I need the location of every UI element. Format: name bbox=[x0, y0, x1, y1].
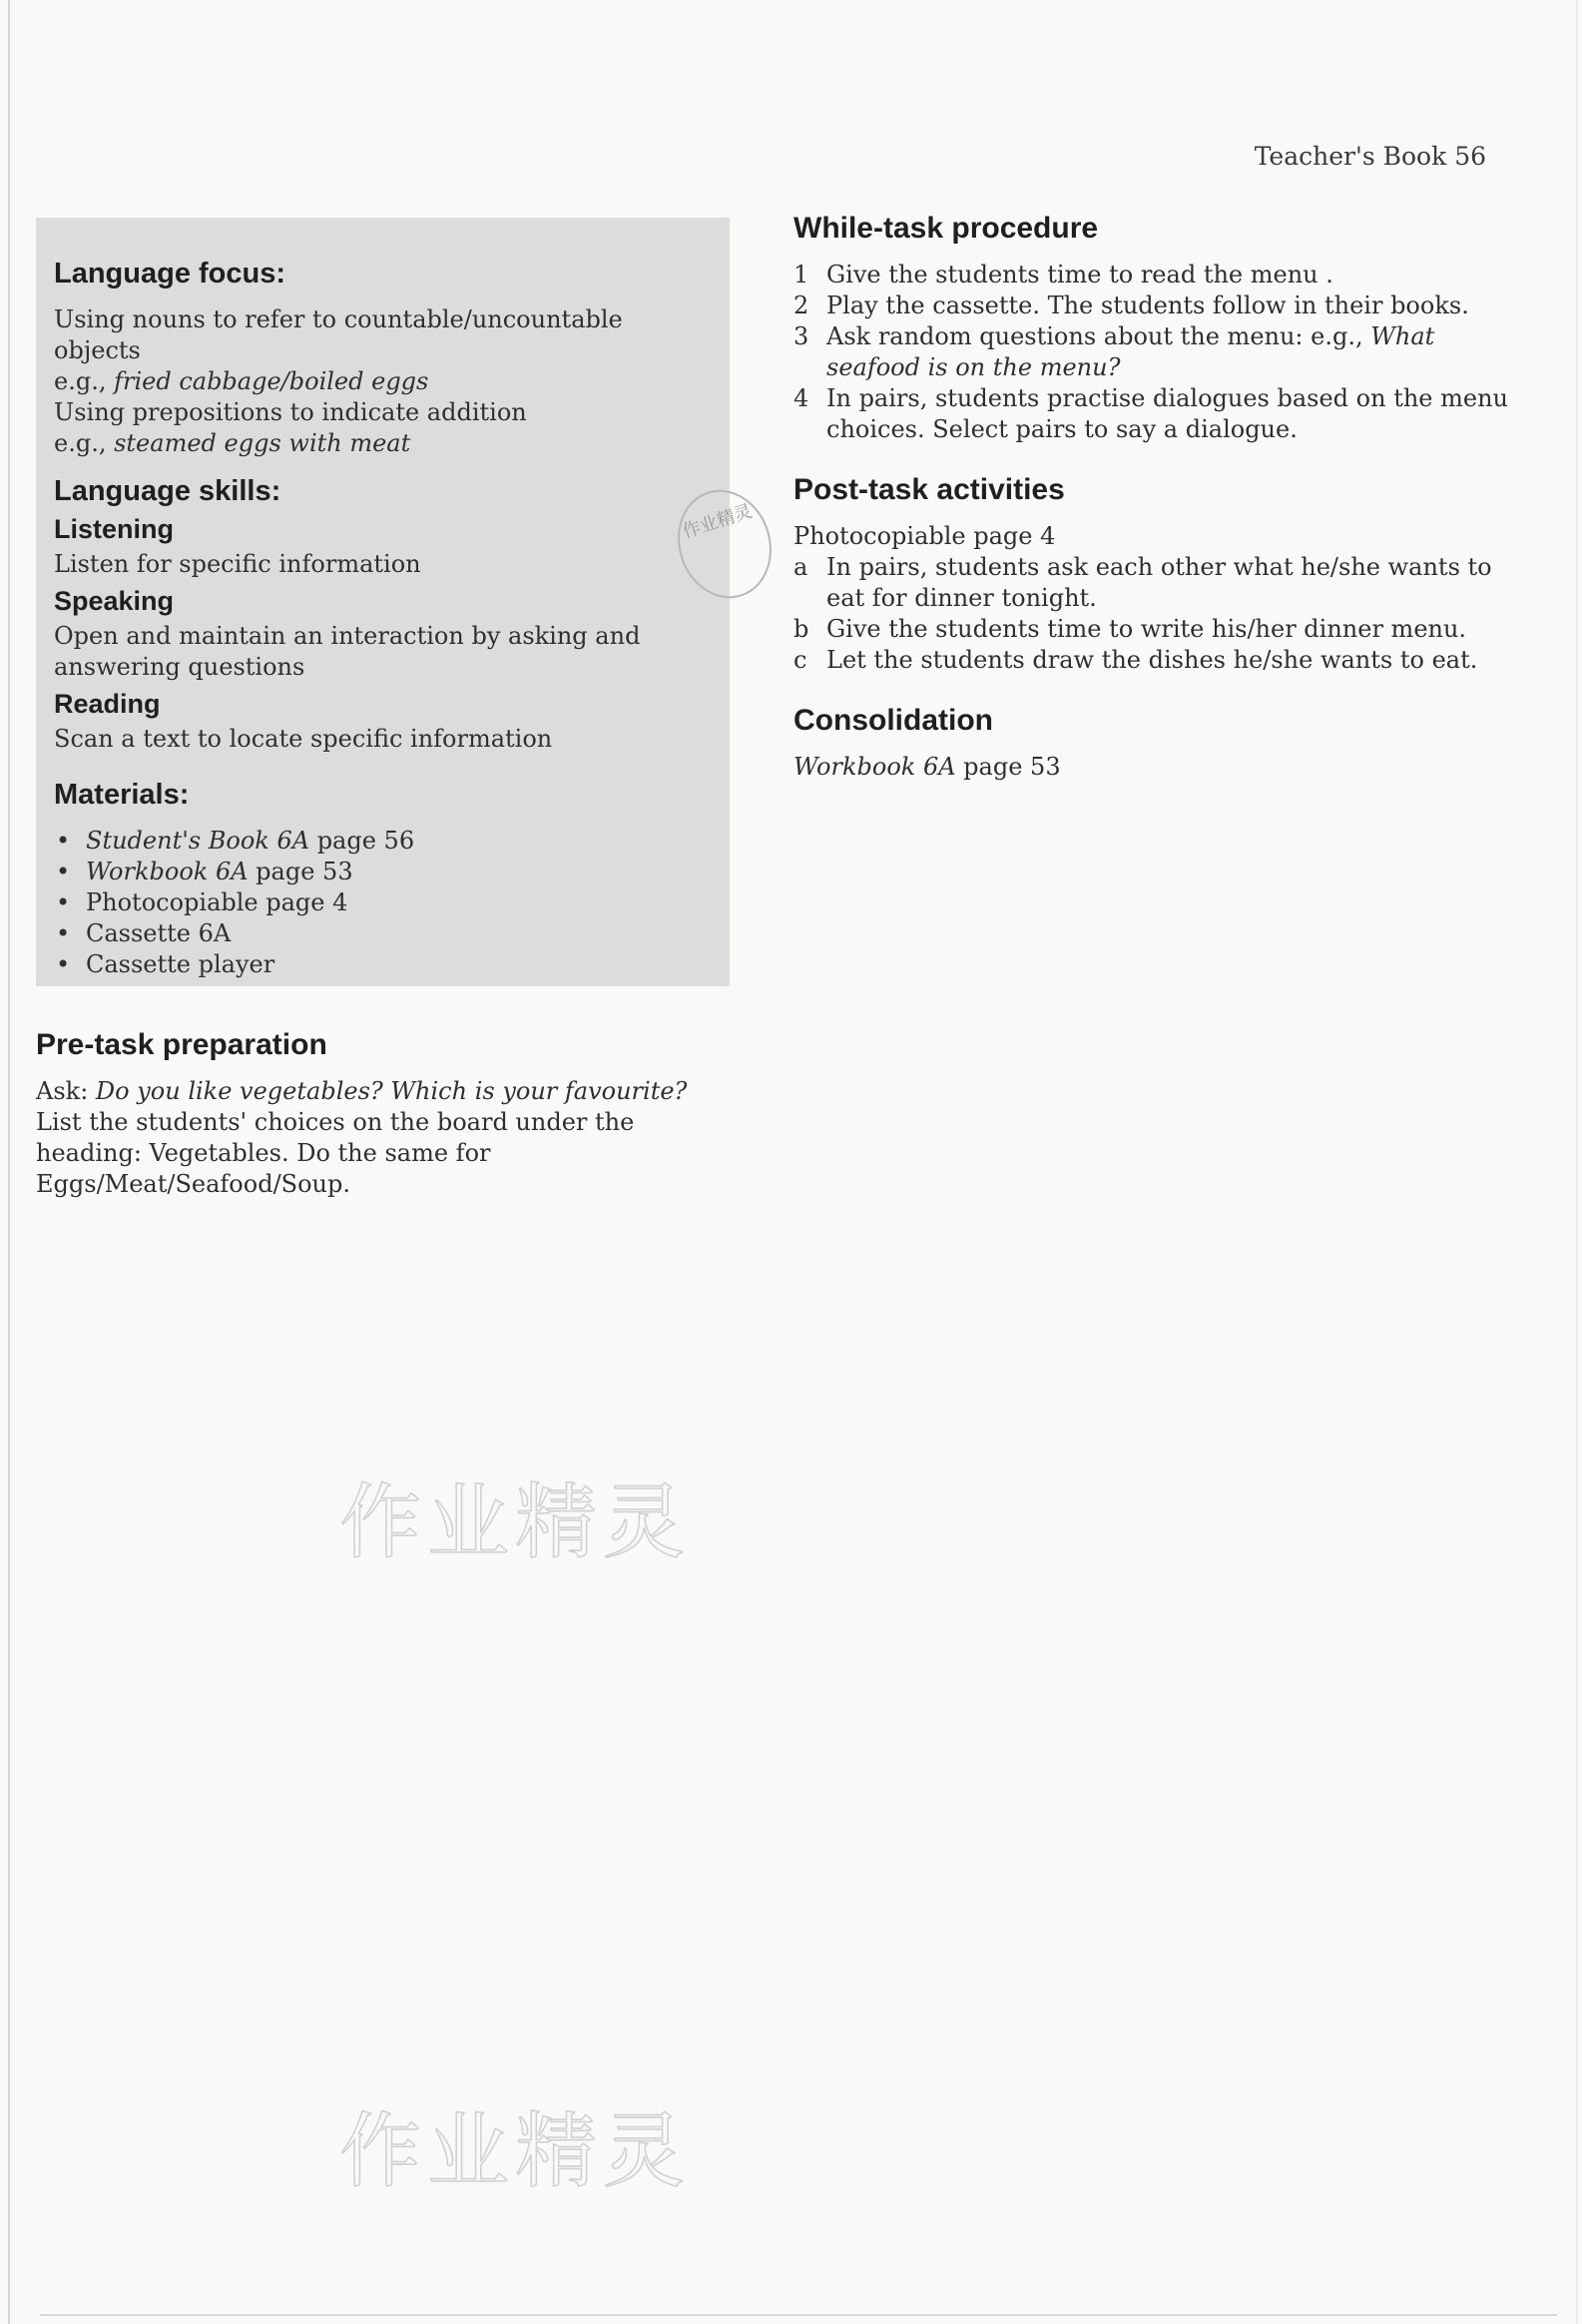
post-task-heading: Post-task activities bbox=[793, 473, 1065, 506]
item-text: Give the students time to write his/her dinner menu. bbox=[826, 615, 1467, 643]
while-task-step bbox=[793, 321, 1512, 383]
materials-item-title: Workbook 6A bbox=[86, 858, 249, 885]
listening-text: Listen for specific information bbox=[54, 550, 421, 578]
while-task-list bbox=[793, 260, 1512, 445]
running-head: Teacher's Book 56 bbox=[1254, 142, 1486, 171]
post-task-item bbox=[793, 645, 1512, 676]
consolidation-text bbox=[793, 752, 1512, 783]
item-letter: c bbox=[793, 646, 807, 674]
materials-item-text: Photocopiable page 4 bbox=[86, 888, 348, 916]
page-edge bbox=[40, 2314, 1557, 2316]
materials-list bbox=[54, 826, 712, 980]
materials-heading: Materials: bbox=[54, 779, 190, 811]
example-prefix: e.g., bbox=[54, 429, 115, 457]
language-focus-line: Using nouns to refer to countable/uncountable objects bbox=[54, 305, 623, 364]
materials-item bbox=[54, 826, 712, 857]
materials-item bbox=[54, 887, 712, 918]
pretask-questions: Do you like vegetables? Which is your favourite? bbox=[95, 1077, 688, 1105]
watermark-stamp: 作业精灵 bbox=[664, 477, 785, 610]
consolidation-page: page 53 bbox=[955, 753, 1061, 781]
step-example: What seafood is on the menu? bbox=[826, 322, 1435, 381]
item-letter: a bbox=[793, 553, 808, 581]
listening-heading: Listening bbox=[54, 514, 174, 544]
materials-item-text: page 53 bbox=[248, 858, 353, 885]
while-task-step bbox=[793, 290, 1512, 321]
materials-item-text: Cassette player bbox=[86, 950, 275, 978]
step-text: Play the cassette. The students follow in their books. bbox=[826, 291, 1469, 319]
while-task-step bbox=[793, 260, 1512, 290]
example-text: steamed eggs with meat bbox=[114, 429, 411, 457]
materials-item bbox=[54, 857, 712, 887]
step-text: In pairs, students practise dialogues based on the menu choices. Select pairs to say a dialogue. bbox=[826, 384, 1509, 443]
language-focus-example bbox=[54, 366, 712, 397]
step-number: 4 bbox=[793, 384, 809, 412]
watermark-text: 作业精灵 bbox=[339, 1475, 692, 1570]
step-text: Ask random questions about the menu: e.g., bbox=[826, 322, 1371, 350]
materials-item bbox=[54, 949, 712, 980]
item-text: In pairs, students ask each other what he/she wants to eat for dinner tonight. bbox=[826, 553, 1492, 612]
step-number: 1 bbox=[793, 261, 809, 289]
step-number: 3 bbox=[793, 322, 809, 350]
materials-item-text: page 56 bbox=[309, 827, 415, 855]
lesson-info-box bbox=[36, 218, 730, 986]
watermark-text: 作业精灵 bbox=[339, 2104, 692, 2199]
example-text: fried cabbage/boiled eggs bbox=[114, 367, 429, 395]
language-focus-example bbox=[54, 428, 712, 459]
item-text: Let the students draw the dishes he/she wants to eat. bbox=[826, 646, 1478, 674]
pretask-section bbox=[36, 1028, 735, 1200]
materials-item bbox=[54, 918, 712, 949]
materials-item-title: Student's Book 6A bbox=[86, 827, 310, 855]
pretask-heading: Pre-task preparation bbox=[36, 1028, 327, 1061]
consolidation-book: Workbook 6A bbox=[793, 753, 956, 781]
reading-heading: Reading bbox=[54, 689, 161, 719]
right-column bbox=[793, 212, 1512, 783]
post-task-intro: Photocopiable page 4 bbox=[793, 522, 1056, 550]
materials-item-text: Cassette 6A bbox=[86, 919, 232, 947]
language-focus-line: Using prepositions to indicate addition bbox=[54, 398, 527, 426]
language-focus-body bbox=[54, 304, 712, 459]
post-task-item bbox=[793, 614, 1512, 645]
while-task-heading: While-task procedure bbox=[793, 212, 1099, 245]
language-skills-heading: Language skills: bbox=[54, 475, 281, 507]
page-edge bbox=[8, 0, 10, 2324]
pretask-text bbox=[36, 1076, 725, 1200]
step-text: Give the students time to read the menu . bbox=[826, 261, 1333, 289]
post-task-list bbox=[793, 552, 1512, 676]
language-focus-heading: Language focus: bbox=[54, 258, 286, 290]
pretask-instructions: List the students' choices on the board under the heading: Vegetables. Do the same for Eggs/Meat/Seafood/Soup. bbox=[36, 1108, 635, 1198]
while-task-step bbox=[793, 383, 1512, 445]
speaking-heading: Speaking bbox=[54, 586, 175, 616]
item-letter: b bbox=[793, 615, 809, 643]
example-prefix: e.g., bbox=[54, 367, 115, 395]
post-task-item bbox=[793, 552, 1512, 614]
step-number: 2 bbox=[793, 291, 809, 319]
page-edge bbox=[1576, 0, 1578, 2324]
speaking-text: Open and maintain an interaction by asking and answering questions bbox=[54, 622, 641, 681]
reading-text: Scan a text to locate specific information bbox=[54, 725, 553, 753]
consolidation-heading: Consolidation bbox=[793, 704, 993, 737]
pretask-ask-prefix: Ask: bbox=[36, 1077, 96, 1105]
